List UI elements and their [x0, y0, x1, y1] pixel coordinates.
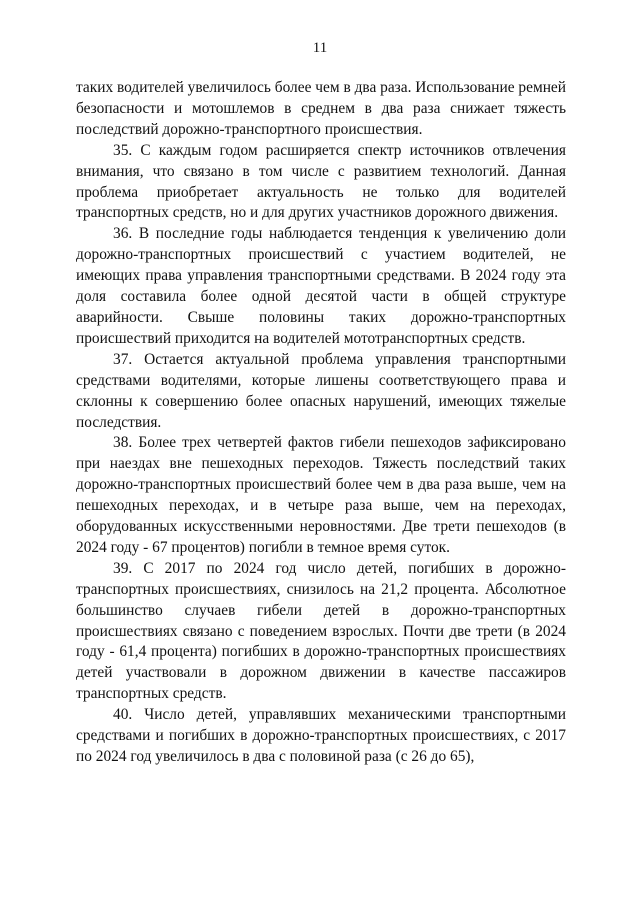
paragraph-35: 35. С каждым годом расширяется спектр источников отвлечения внимания, что связано в том числе с развитием технологий. Данная проблема приобретает актуальность не только для водителей транспортных средств, но и для других участников дорожного движения. [76, 141, 566, 222]
paragraph-36: 36. В последние годы наблюдается тенденция к увеличению доли дорожно-транспортных происшествий с участием водителей, не имеющих права управления транспортными средствами. В 2024 году эта доля составила более одной десятой части в общей структуре аварийности. Свыше половины таких дорожно-транспортных происшествий приходится на водителей мототранспортных средств. [76, 225, 566, 347]
paragraph-40: 40. Число детей, управлявших механическими транспортными средствами и погибших в дорожно-транспортных происшествиях, с 2017 по 2024 год увеличилось в два с половиной раза (с 26 до 65), [76, 706, 566, 765]
paragraph-39: 39. С 2017 по 2024 год число детей, погибших в дорожно-транспортных происшествиях, снизилось на 21,2 процента. Абсолютное большинство случаев гибели детей в дорожно-транспортных происшествиях связано с поведением взрослых. Почти две трети (в 2024 году - 61,4 процента) погибших в дорожно-транспортных происшествиях детей участвовали в дорожном движении в качестве пассажиров транспортных средств. [76, 559, 566, 703]
paragraph-38: 38. Более трех четвертей фактов гибели пешеходов зафиксировано при наездах вне пешеходных переходов. Тяжесть последствий таких дорожно-транспортных происшествий более чем в два раза выше, чем на пешеходных переходах, и в четыре раза выше, чем на переходах, оборудованных искусственными неровностями. Две трети пешеходов (в 2024 году - 67 процентов) погибли в темное время суток. [76, 434, 566, 556]
paragraph-37: 37. Остается актуальной проблема управления транспортными средствами водителями, которые лишены соответствующего права и склонны к совершению более опасных нарушений, имеющих тяжелые последствия. [76, 350, 566, 431]
page-number: 11 [312, 40, 328, 56]
paragraph-continuation: таких водителей увеличилось более чем в два раза. Использование ремней безопасности и мотошлемов в среднем в два раза снижает тяжесть последствий дорожно-транспортного происшествия. [76, 79, 566, 138]
document-text-body [76, 78, 566, 768]
